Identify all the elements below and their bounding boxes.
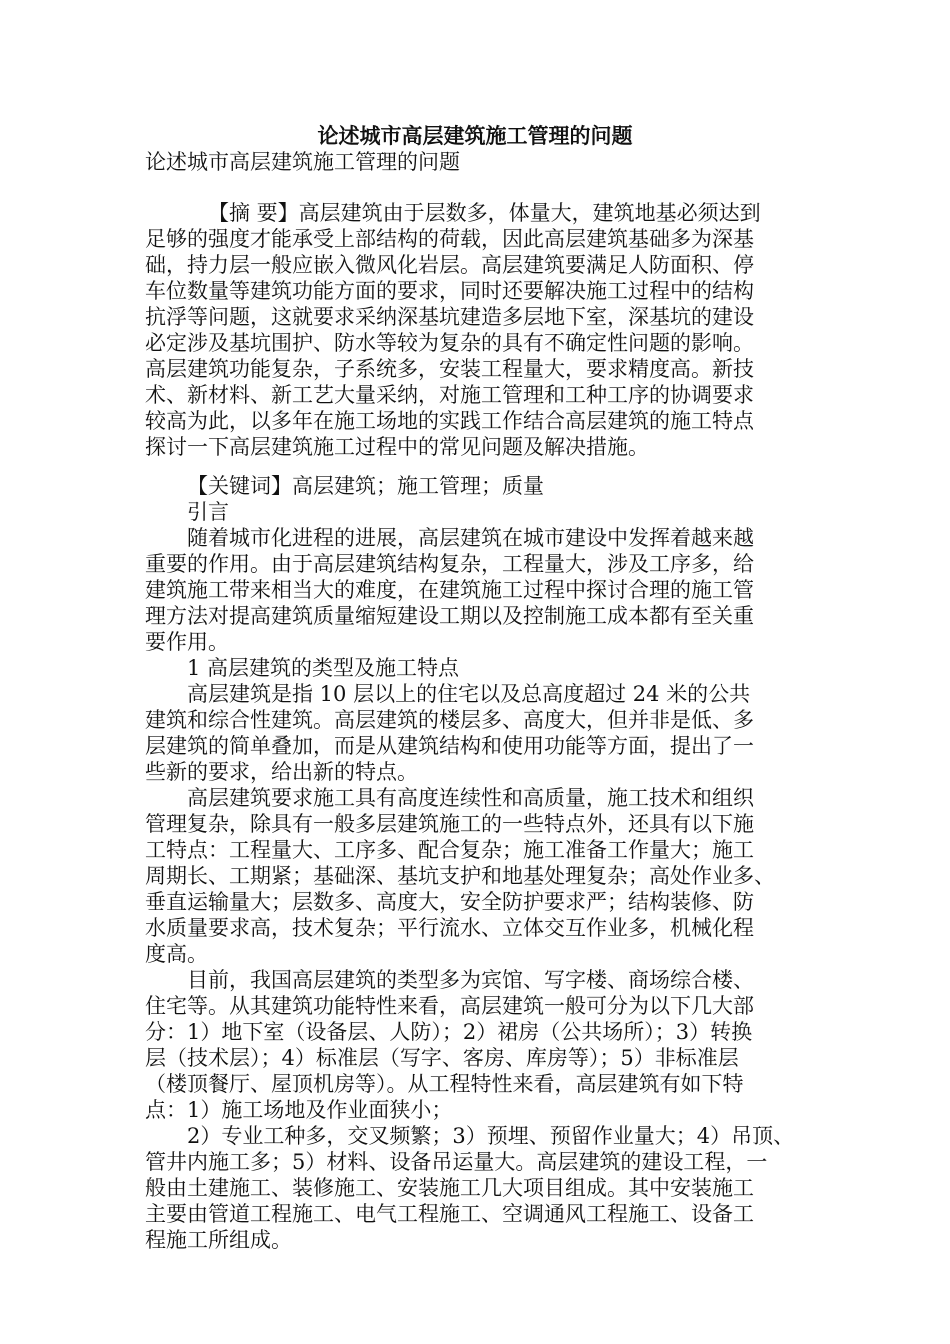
- body-line: 周期长、工期紧；基础深、基坑支护和地基处理复杂；高处作业多、: [145, 864, 775, 888]
- document-title: 论述城市高层建筑施工管理的问题: [317, 123, 633, 148]
- abstract-line: 术、新材料、新工艺大量采纳，对施工管理和工种工序的协调要求: [145, 383, 754, 407]
- abstract-line: 高层建筑功能复杂，子系统多，安装工程量大，要求精度高。新技: [145, 357, 754, 381]
- body-line: 程施工所组成。: [145, 1228, 292, 1252]
- body-line: 要作用。: [145, 630, 229, 654]
- body-line: 工特点：工程量大、工序多、配合复杂；施工准备工作量大；施工: [145, 838, 754, 862]
- abstract-line: 较高为此，以多年在施工场地的实践工作结合高层建筑的施工特点: [145, 409, 754, 433]
- body-line: 层建筑的简单叠加，而是从建筑结构和使用功能等方面，提出了一: [145, 734, 754, 758]
- body-line: 度高。: [145, 942, 208, 966]
- body-line: 随着城市化进程的进展，高层建筑在城市建设中发挥着越来越: [187, 526, 754, 550]
- body-line: 点：1）施工场地及作业面狭小；: [145, 1098, 453, 1122]
- body-line: 管井内施工多；5）材料、设备吊运量大。高层建筑的建设工程，一: [145, 1150, 768, 1174]
- abstract-line: 探讨一下高层建筑施工过程中的常见问题及解决措施。: [145, 435, 649, 459]
- body-line: 理方法对提高建筑质量缩短建设工期以及控制施工成本都有至关重: [145, 604, 754, 628]
- body-line: （楼顶餐厅、屋顶机房等）。从工程特性来看，高层建筑有如下特: [145, 1072, 744, 1096]
- document-subtitle: 论述城市高层建筑施工管理的问题: [145, 150, 460, 174]
- body-line: 2）专业工种多，交叉频繁；3）预埋、预留作业量大；4）吊顶、: [187, 1124, 795, 1148]
- abstract-line: 必定涉及基坑围护、防水等较为复杂的具有不确定性问题的影响。: [145, 331, 754, 355]
- section-heading: 引言: [187, 500, 229, 524]
- section-heading: 1 高层建筑的类型及施工特点: [187, 656, 460, 680]
- body-line: 些新的要求，给出新的特点。: [145, 760, 418, 784]
- body-line: 主要由管道工程施工、电气工程施工、空调通风工程施工、设备工: [145, 1202, 754, 1226]
- keywords-line: 【关键词】高层建筑；施工管理；质量: [187, 474, 544, 498]
- body-line: 建筑和综合性建筑。高层建筑的楼层多、高度大，但并非是低、多: [145, 708, 754, 732]
- abstract-line: 车位数量等建筑功能方面的要求，同时还要解决施工过程中的结构: [145, 279, 754, 303]
- abstract-line: 础，持力层一般应嵌入微风化岩层。高层建筑要满足人防面积、停: [145, 253, 754, 277]
- body-line: 高层建筑是指 10 层以上的住宅以及总高度超过 24 米的公共: [187, 682, 751, 706]
- body-line: 重要的作用。由于高层建筑结构复杂，工程量大，涉及工序多，给: [145, 552, 754, 576]
- body-line: 垂直运输量大；层数多、高度大，安全防护要求严；结构装修、防: [145, 890, 754, 914]
- body-line: 般由土建施工、装修施工、安装施工几大项目组成。其中安装施工: [145, 1176, 754, 1200]
- abstract-line: 足够的强度才能承受上部结构的荷载，因此高层建筑基础多为深基: [145, 227, 754, 251]
- body-line: 分：1）地下室（设备层、人防）；2）裙房（公共场所）；3）转换: [145, 1020, 753, 1044]
- body-line: 建筑施工带来相当大的难度，在建筑施工过程中探讨合理的施工管: [145, 578, 754, 602]
- body-line: 目前，我国高层建筑的类型多为宾馆、写字楼、商场综合楼、: [187, 968, 754, 992]
- abstract-line: 抗浮等问题，这就要求采纳深基坑建造多层地下室，深基坑的建设: [145, 305, 754, 329]
- body-line: 水质量要求高，技术复杂；平行流水、立体交互作业多，机械化程: [145, 916, 754, 940]
- body-line: 层（技术层）；4）标准层（写字、客房、库房等）；5）非标准层: [145, 1046, 739, 1070]
- body-line: 高层建筑要求施工具有高度连续性和高质量，施工技术和组织: [187, 786, 754, 810]
- body-line: 住宅等。从其建筑功能特性来看，高层建筑一般可分为以下几大部: [145, 994, 754, 1018]
- abstract-line: 【摘 要】高层建筑由于层数多，体量大，建筑地基必须达到: [208, 201, 761, 225]
- body-line: 管理复杂，除具有一般多层建筑施工的一些特点外，还具有以下施: [145, 812, 754, 836]
